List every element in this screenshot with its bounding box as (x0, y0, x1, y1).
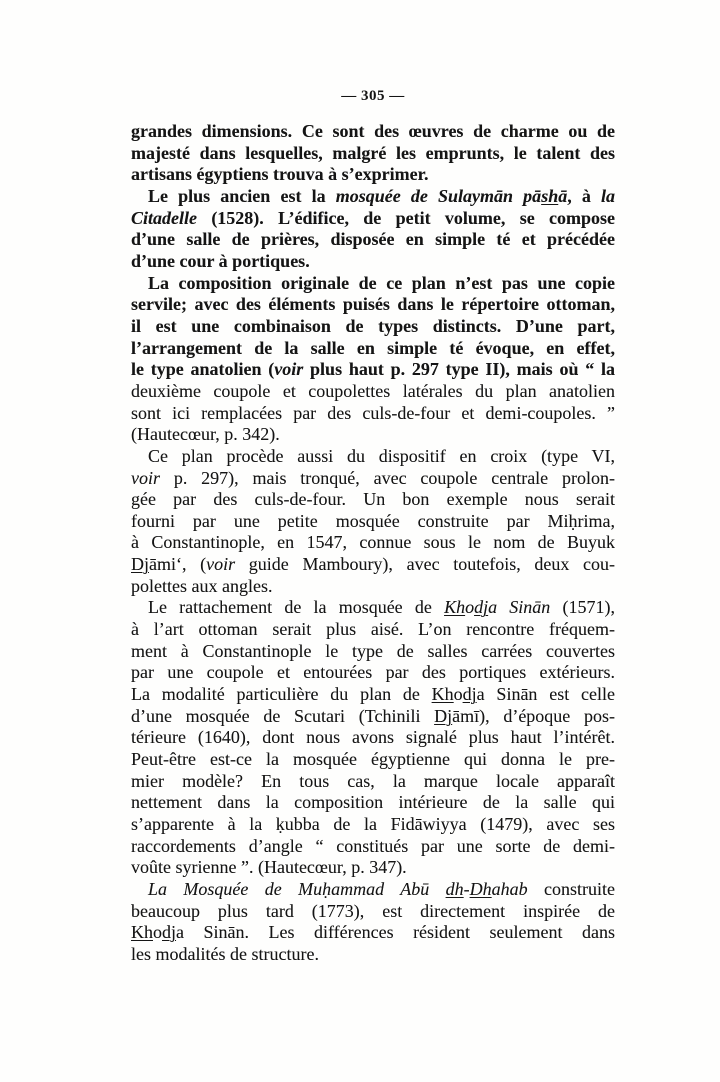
text-line (131, 338, 615, 360)
text-run: à Constantinople, en 1547, connue sous le nom de Buyuk (131, 532, 615, 553)
text-line (131, 208, 615, 230)
text-line (131, 641, 615, 663)
text-line (131, 857, 615, 879)
text-run: a Sinān est celle (476, 684, 615, 705)
italic-text-run: Citadelle (131, 207, 197, 228)
text-run: guide Mamboury), avec toutefois, deux cou- (235, 554, 615, 575)
text-line (131, 143, 615, 165)
text-line (131, 489, 615, 511)
italic-text-run: la (601, 185, 616, 206)
text-run: nettement dans la composition intérieure de la salle qui (131, 792, 615, 813)
transliteration-run: Dj (434, 705, 453, 726)
text-run: polettes aux angles. (131, 575, 273, 596)
transliteration-run: Dj (131, 554, 149, 575)
text-run: (1528). L’édifice, de petit volume, se compose (197, 207, 615, 228)
text-run: p. 297), mais tronqué, avec coupole centrale prolon- (160, 467, 615, 488)
text-run: beaucoup plus tard (1773), est directement inspirée de (131, 900, 615, 921)
text-line (131, 554, 615, 576)
transliteration-run: Dh (469, 878, 492, 899)
paragraph-abu-dhahab-mosque (131, 879, 615, 966)
italic-text-run: o (465, 597, 475, 618)
transliteration-run: dj (162, 922, 177, 943)
text-run: Peut-être est-ce la mosquée égyptienne qui donna le pre- (131, 749, 615, 770)
text-line (131, 727, 615, 749)
text-line (131, 619, 615, 641)
page-number: — 305 — (341, 88, 405, 104)
text-run: servile; avec des éléments puisés dans le répertoire ottoman, (131, 294, 615, 315)
italic-text-run: ahab (491, 878, 528, 899)
text-line (131, 814, 615, 836)
text-run: voûte syrienne ”. (Hautecœur, p. 347). (131, 857, 407, 878)
italic-text-run: - (463, 878, 470, 899)
italic-text-run: voir (206, 554, 236, 575)
text-line (131, 944, 615, 966)
text-run: il est une combinaison de types distincts. D’une part, (131, 315, 615, 336)
text-line (131, 576, 615, 598)
text-run: ment à Constantinople le type de salles carrées couvertes (131, 640, 615, 661)
text-line (131, 273, 615, 295)
text-run: raccordements d’angle “ constitués par une sorte de demi- (131, 835, 615, 856)
text-run: La composition originale de ce plan n’est pas une copie (148, 272, 615, 293)
text-line (131, 684, 615, 706)
text-run: āmi‘, ( (149, 554, 207, 575)
text-run: par une coupole et entourées par des portiques extérieurs. (131, 662, 615, 683)
text-line (131, 901, 615, 923)
text-run: à l’art ottoman serait plus aisé. L’on rencontre fréquem- (131, 619, 615, 640)
italic-text-run: mosquée de Sulaymān pā (335, 185, 542, 206)
text-line (131, 359, 615, 381)
text-run: (1571), (550, 597, 615, 618)
text-line (131, 511, 615, 533)
text-run: d’une cour à portiques. (131, 250, 310, 271)
paragraph-sulayman-pasha-mosque (131, 186, 615, 273)
italic-text-run: La Mosquée de Muḥammad Abū (148, 878, 446, 899)
text-line (131, 403, 615, 425)
paragraph-continuation (131, 121, 615, 186)
body-text (131, 121, 615, 966)
text-run: le type anatolien ( (131, 359, 275, 380)
text-run: o (453, 684, 463, 705)
text-run: , à (567, 185, 601, 206)
text-run: gée par des culs-de-four. Un bon exemple nous serait (131, 489, 615, 510)
text-line (131, 446, 615, 468)
text-line (131, 532, 615, 554)
italic-text-run: voir (274, 359, 304, 380)
transliteration-run: Kh (431, 684, 454, 705)
text-line (131, 879, 615, 901)
text-run: artisans égyptiens trouva à s’exprimer. (131, 164, 429, 185)
text-run: majesté dans lesquelles, malgré les emprunts, le talent des (131, 142, 615, 163)
text-line (131, 749, 615, 771)
transliteration-run: Kh (131, 922, 153, 943)
text-run: āmī), d’époque pos- (452, 705, 615, 726)
text-line (131, 424, 615, 446)
text-run: (Hautecœur, p. 342). (131, 424, 280, 445)
italic-text-run: a Sinān (488, 597, 551, 618)
text-line (131, 468, 615, 490)
text-run: Ce plan procède aussi du dispositif en croix (type VI, (148, 445, 615, 466)
transliteration-run: dj (462, 684, 477, 705)
text-line (131, 836, 615, 858)
text-line (131, 186, 615, 208)
text-run: Le rattachement de la mosquée de (148, 597, 445, 618)
text-run: s’apparente à la ḳubba de la Fidāwiyya (1479), avec ses (131, 814, 615, 834)
text-line (131, 316, 615, 338)
text-line (131, 597, 615, 619)
italic-text-run: ā (558, 185, 568, 206)
text-line (131, 706, 615, 728)
text-run: d’une salle de prières, disposée en simple té et précédée (131, 229, 615, 250)
text-run: a Sinān. Les différences résident seulement dans (176, 922, 615, 943)
text-line (131, 922, 615, 944)
transliteration-run: dh (445, 878, 464, 899)
transliteration-run: dj (474, 597, 489, 618)
text-run: deuxième coupole et coupolettes latérales du plan anatolien (131, 380, 615, 401)
transliteration-run: Kh (444, 597, 466, 618)
text-line (131, 662, 615, 684)
text-line (131, 121, 615, 143)
paragraph-cross-plan (131, 446, 615, 598)
text-run: grandes dimensions. Ce sont des œuvres de charme ou de (131, 121, 615, 141)
paragraph-khodja-sinan-mosque (131, 597, 615, 879)
text-run: térieure (1640), dont nous avons signalé plus haut l’intérêt. (131, 727, 615, 748)
text-line (131, 294, 615, 316)
text-line (131, 251, 615, 273)
text-run: La modalité particulière du plan de (131, 684, 432, 705)
text-run: les modalités de structure. (131, 943, 319, 964)
text-run: sont ici remplacées par des culs-de-four et demi-coupoles. ” (131, 402, 615, 423)
text-run: d’une mosquée de Scutari (Tchinili (131, 705, 435, 726)
text-run: mier modèle? En tous cas, la marque locale apparaît (131, 770, 615, 791)
paragraph-plan-composition (131, 273, 615, 446)
text-run: l’arrangement de la salle en simple té évoque, en effet, (131, 337, 615, 358)
text-line (131, 771, 615, 793)
text-line (131, 229, 615, 251)
text-line (131, 792, 615, 814)
text-run: fourni par une petite mosquée construite par Miḥrima, (131, 510, 615, 531)
text-line (131, 381, 615, 403)
text-line (131, 164, 615, 186)
text-run: plus haut p. 297 type II), mais où “ la (303, 359, 615, 380)
text-run: Le plus ancien est la (148, 185, 336, 206)
text-run: construite (527, 878, 616, 899)
text-run: o (153, 922, 162, 943)
transliteration-run: sh (541, 185, 559, 206)
italic-text-run: voir (131, 467, 160, 488)
